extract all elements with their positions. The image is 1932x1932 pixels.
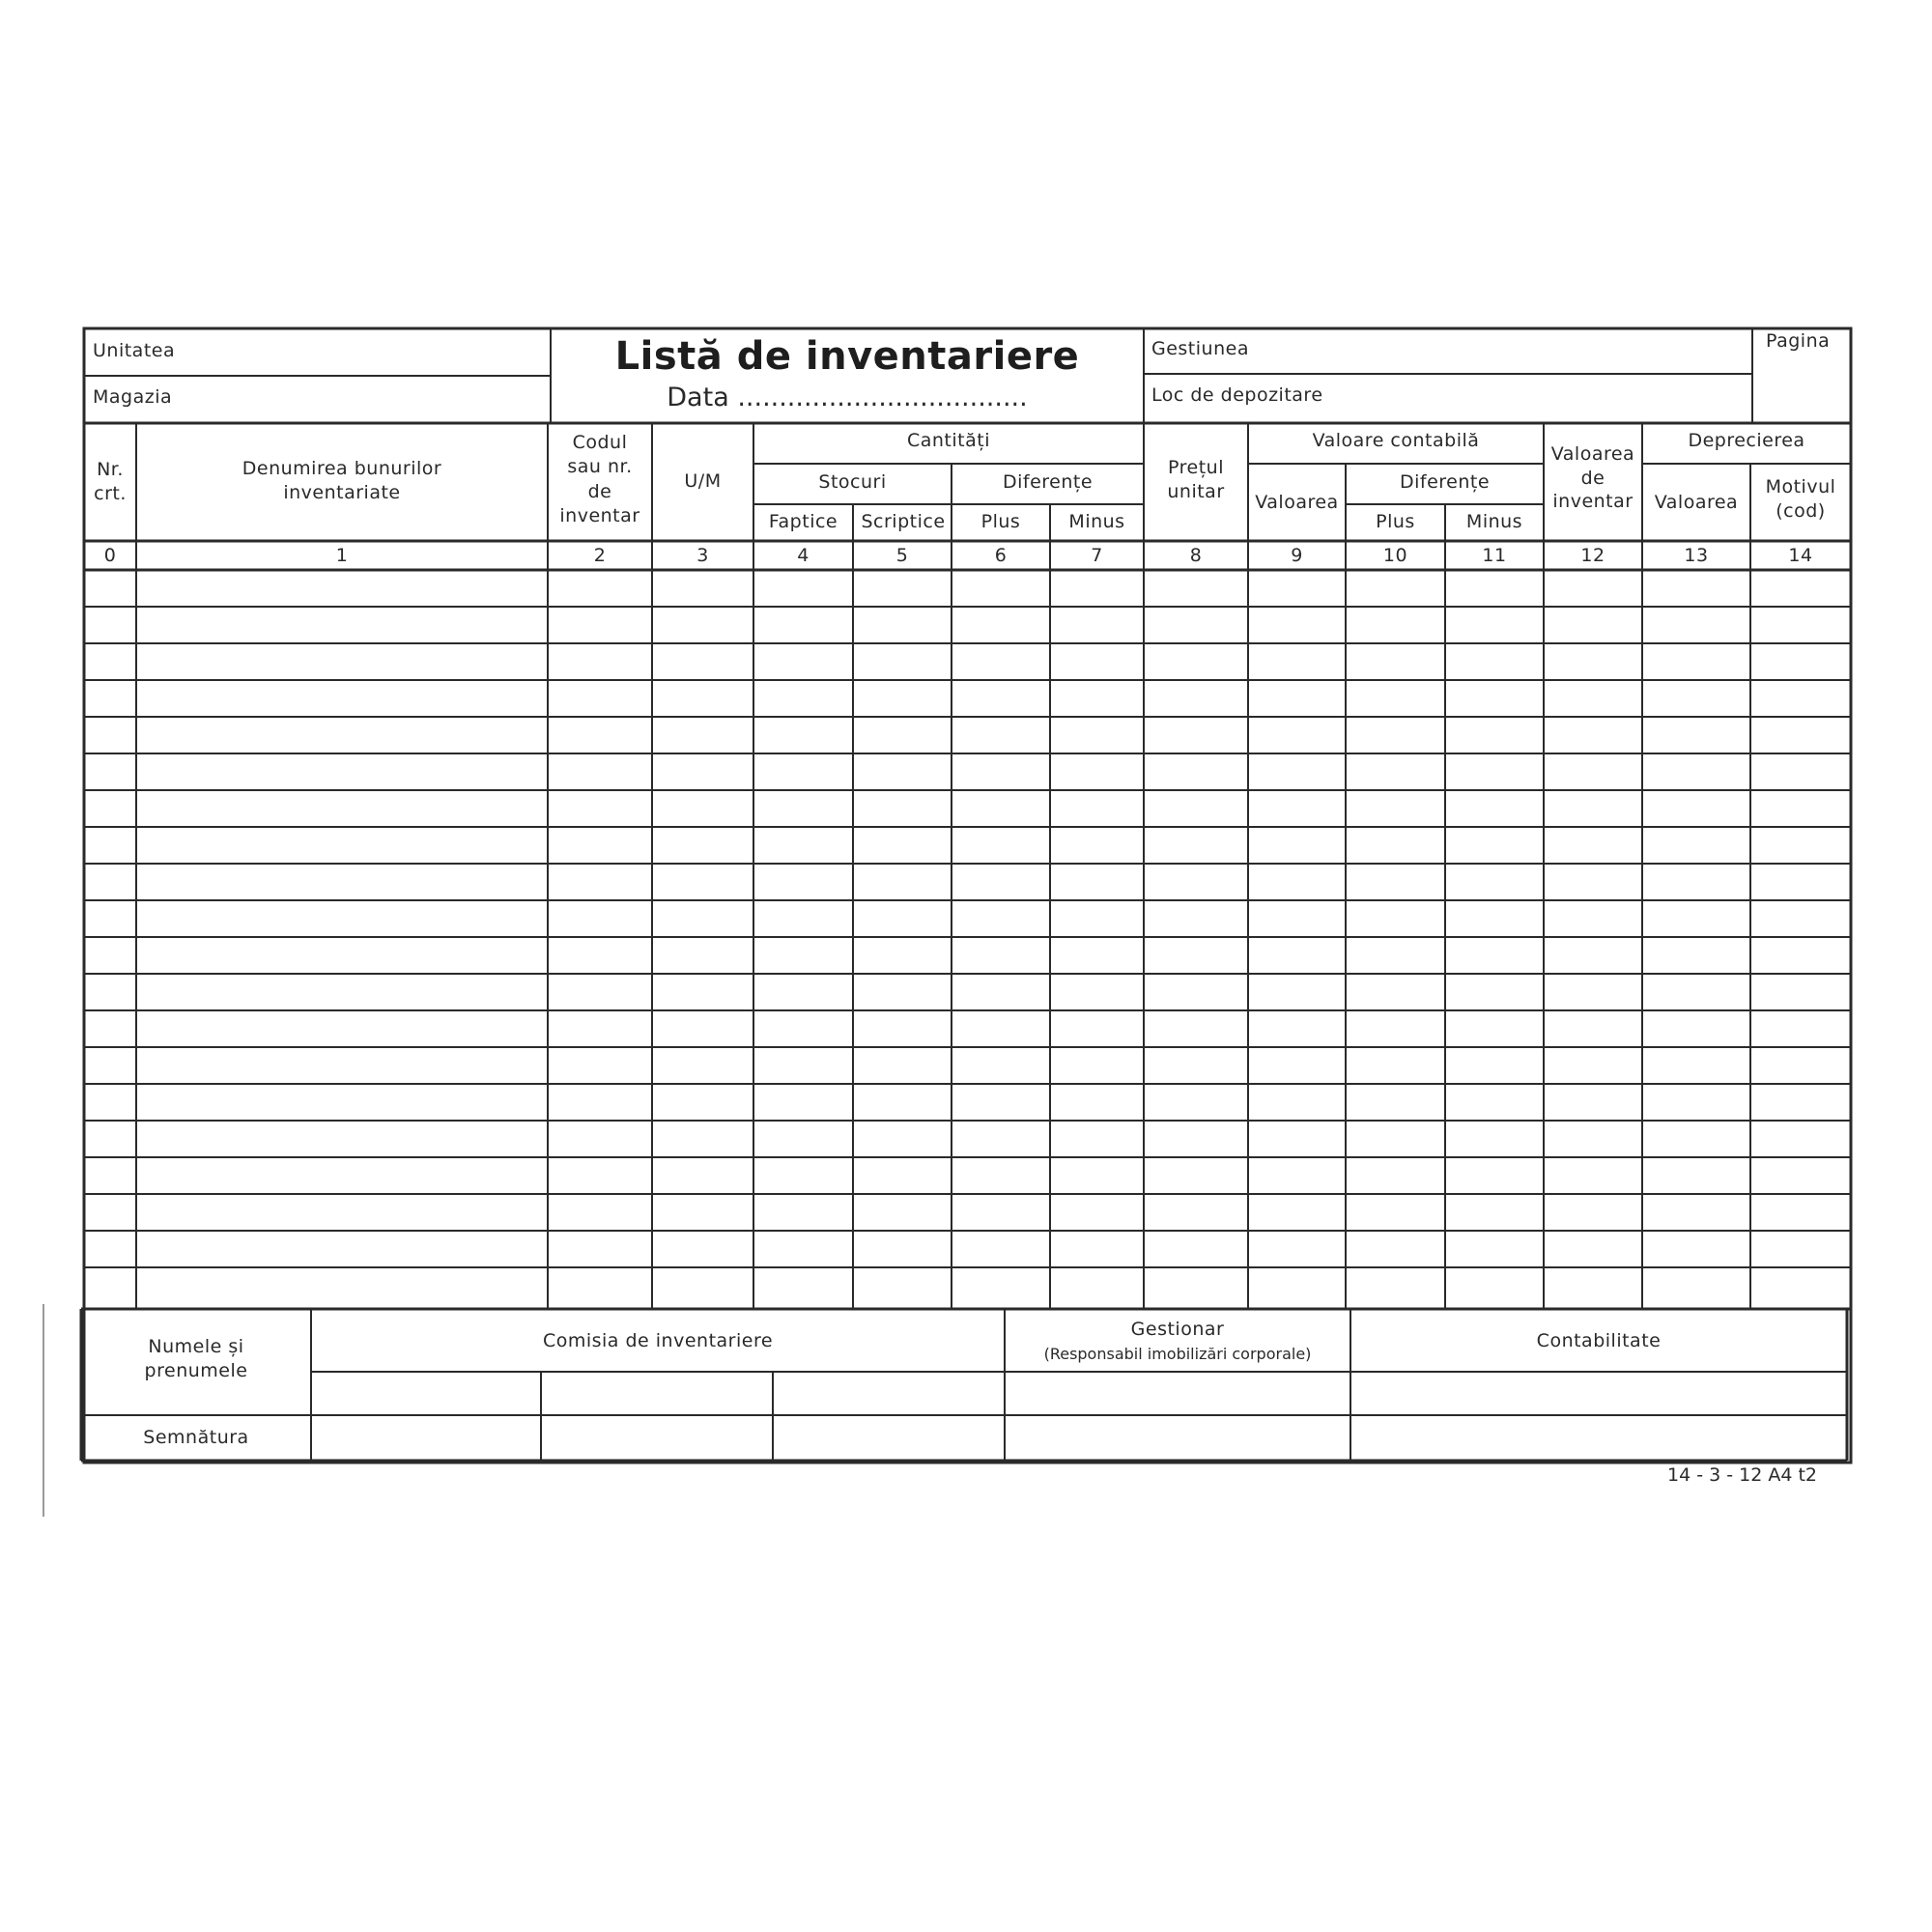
col-number: 13 bbox=[1684, 545, 1709, 566]
col-stocuri: Stocuri bbox=[818, 471, 887, 493]
col-pretul-unitar: Prețul unitar bbox=[1167, 457, 1225, 502]
data-field[interactable]: Data ................................... bbox=[667, 383, 1028, 412]
gestiunea-label: Gestiunea bbox=[1151, 338, 1249, 359]
col-valoarea-inventar: Valoarea de inventar bbox=[1550, 443, 1635, 513]
col-nr-crt: Nr. crt. bbox=[94, 459, 127, 504]
comisia-label: Comisia de inventariere bbox=[542, 1330, 774, 1351]
col-valoarea-depreciere: Valoarea bbox=[1654, 492, 1739, 513]
col-number: 6 bbox=[994, 545, 1008, 566]
col-number: 12 bbox=[1580, 545, 1605, 566]
col-diferente-cantitati: Diferențe bbox=[1002, 471, 1094, 493]
form-title: Listă de inventariere bbox=[614, 334, 1080, 379]
col-plus-cantitati: Plus bbox=[980, 511, 1021, 532]
col-valoarea-contabila: Valoarea bbox=[1255, 492, 1339, 513]
body-row-lines bbox=[84, 607, 1851, 1267]
contabilitate-label: Contabilitate bbox=[1536, 1330, 1662, 1351]
col-valoare-contabila: Valoare contabilă bbox=[1312, 430, 1480, 451]
col-number: 10 bbox=[1382, 545, 1408, 566]
col-cantitati: Cantități bbox=[906, 430, 990, 451]
gestionar-label: Gestionar bbox=[1130, 1319, 1225, 1340]
scan-edge-mark bbox=[43, 1304, 44, 1517]
col-plus-valoare: Plus bbox=[1376, 511, 1415, 532]
col-denumirea: Denumirea bunurilor inventariate bbox=[242, 458, 442, 503]
col-number: 8 bbox=[1189, 545, 1203, 566]
col-number: 4 bbox=[797, 545, 810, 566]
col-number: 7 bbox=[1091, 545, 1103, 566]
col-scriptice: Scriptice bbox=[861, 511, 946, 532]
col-codul: Codul sau nr. de inventar bbox=[559, 432, 640, 526]
magazia-label: Magazia bbox=[93, 386, 173, 408]
col-number: 2 bbox=[593, 545, 607, 566]
col-number: 0 bbox=[103, 545, 117, 566]
col-motivul-cod: Motivul (cod) bbox=[1765, 476, 1836, 522]
col-minus-cantitati: Minus bbox=[1068, 511, 1125, 532]
col-number: 3 bbox=[696, 545, 709, 566]
numele-prenumele-label: Numele și prenumele bbox=[144, 1336, 248, 1381]
col-number: 9 bbox=[1291, 545, 1303, 566]
col-um: U/M bbox=[684, 470, 722, 492]
col-number: 11 bbox=[1482, 545, 1507, 566]
col-deprecierea: Deprecierea bbox=[1688, 430, 1805, 451]
form-code: 14 - 3 - 12 A4 t2 bbox=[1667, 1464, 1818, 1486]
semnatura-label: Semnătura bbox=[143, 1427, 249, 1448]
col-number: 14 bbox=[1788, 545, 1813, 566]
gestionar-sub-label: (Responsabil imobilizări corporale) bbox=[1043, 1345, 1312, 1363]
col-diferente-valoare: Diferențe bbox=[1399, 471, 1491, 493]
loc-depozitare-label: Loc de depozitare bbox=[1151, 384, 1323, 406]
col-minus-valoare: Minus bbox=[1465, 511, 1523, 532]
col-number: 5 bbox=[895, 545, 909, 566]
col-faptice: Faptice bbox=[768, 511, 838, 532]
unitatea-label: Unitatea bbox=[93, 340, 176, 361]
col-number: 1 bbox=[335, 545, 349, 566]
pagina-label: Pagina bbox=[1766, 330, 1831, 352]
